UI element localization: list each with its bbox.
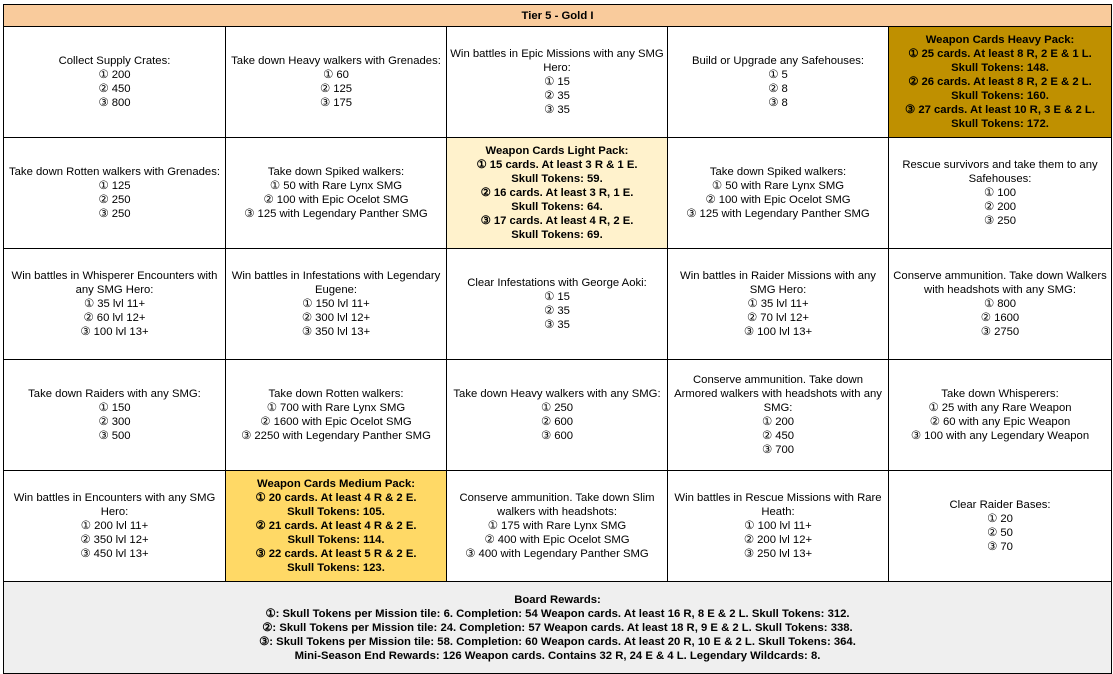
weapon-pack-medium-tile: Weapon Cards Medium Pack: ① 20 cards. At least 4 R & 2 E. Skull Tokens: 105. ② 21 cards. At least 4 R & 2 E. Skull Tokens: 114. ③ 22 cards. At least 5 R & 2 E. Skull Tokens: 123. <box>226 471 447 582</box>
mission-tile: Win battles in Whisperer Encounters with any SMG Hero: ① 35 lvl 11+ ② 60 lvl 12+ ③ 100 lvl 13+ <box>4 249 226 360</box>
mission-tile: Clear Raider Bases: ① 20 ② 50 ③ 70 <box>889 471 1112 582</box>
mission-tile: Win battles in Epic Missions with any SMG Hero: ① 15 ② 35 ③ 35 <box>447 27 668 138</box>
weapon-pack-heavy-tile: Weapon Cards Heavy Pack: ① 25 cards. At least 8 R, 2 E & 1 L. Skull Tokens: 148. ② 26 cards. At least 8 R, 2 E & 2 L. Skull Tokens: 160. ③ 27 cards. At least 10 R, 3 E & 2 L. Skull Tokens: 172. <box>889 27 1112 138</box>
board-row <box>4 471 1112 582</box>
mission-tile: Take down Whisperers: ① 25 with any Rare Weapon ② 60 with any Epic Weapon ③ 100 with any Legendary Weapon <box>889 360 1112 471</box>
mission-tile: Take down Raiders with any SMG: ① 150 ② 300 ③ 500 <box>4 360 226 471</box>
tier-board <box>3 4 1112 674</box>
mission-tile: Take down Spiked walkers: ① 50 with Rare Lynx SMG ② 100 with Epic Ocelot SMG ③ 125 with Legendary Panther SMG <box>226 138 447 249</box>
mission-tile: Clear Infestations with George Aoki: ① 15 ② 35 ③ 35 <box>447 249 668 360</box>
board-row <box>4 360 1112 471</box>
mission-tile: Take down Rotten walkers: ① 700 with Rare Lynx SMG ② 1600 with Epic Ocelot SMG ③ 2250 with Legendary Panther SMG <box>226 360 447 471</box>
board-row <box>4 138 1112 249</box>
mission-tile: Win battles in Raider Missions with any SMG Hero: ① 35 lvl 11+ ② 70 lvl 12+ ③ 100 lvl 13+ <box>668 249 889 360</box>
mission-tile: Take down Heavy walkers with Grenades: ① 60 ② 125 ③ 175 <box>226 27 447 138</box>
mission-tile: Collect Supply Crates: ① 200 ② 450 ③ 800 <box>4 27 226 138</box>
weapon-pack-light-tile: Weapon Cards Light Pack: ① 15 cards. At least 3 R & 1 E. Skull Tokens: 59. ② 16 cards. At least 3 R, 1 E. Skull Tokens: 64. ③ 17 cards. At least 4 R, 2 E. Skull Tokens: 69. <box>447 138 668 249</box>
mission-tile: Conserve ammunition. Take down Walkers with headshots with any SMG: ① 800 ② 1600 ③ 2750 <box>889 249 1112 360</box>
tier-title: Tier 5 - Gold I <box>4 5 1112 27</box>
mission-tile: Win battles in Infestations with Legendary Eugene: ① 150 lvl 11+ ② 300 lvl 12+ ③ 350 lvl 13+ <box>226 249 447 360</box>
mission-tile: Build or Upgrade any Safehouses: ① 5 ② 8 ③ 8 <box>668 27 889 138</box>
board-row <box>4 27 1112 138</box>
mission-tile: Rescue survivors and take them to any Safehouses: ① 100 ② 200 ③ 250 <box>889 138 1112 249</box>
mission-tile: Win battles in Encounters with any SMG Hero: ① 200 lvl 11+ ② 350 lvl 12+ ③ 450 lvl 13+ <box>4 471 226 582</box>
mission-tile: Conserve ammunition. Take down Armored walkers with headshots with any SMG: ① 200 ② 450 ③ 700 <box>668 360 889 471</box>
mission-tile: Win battles in Rescue Missions with Rare Heath: ① 100 lvl 11+ ② 200 lvl 12+ ③ 250 lvl 13+ <box>668 471 889 582</box>
mission-tile: Conserve ammunition. Take down Slim walkers with headshots: ① 175 with Rare Lynx SMG ② 400 with Epic Ocelot SMG ③ 400 with Legendary Panther SMG <box>447 471 668 582</box>
mission-tile: Take down Rotten walkers with Grenades: ① 125 ② 250 ③ 250 <box>4 138 226 249</box>
board-rewards: Board Rewards: ①: Skull Tokens per Mission tile: 6. Completion: 54 Weapon cards. At least 16 R, 8 E & 2 L. Skull Tokens: 312. ②: Skull Tokens per Mission tile: 24. Completion: 57 Weapon cards. At least 18 R, 9 E & 2 L. Skull Tokens: 338. ③: Skull Tokens per Mission tile: 58. Completion: 60 Weapon cards. At least 20 R, 10 E & 2 L. Skull Tokens: 364. Mini-Season End Rewards: 126 Weapon cards. Contains 32 R, 24 E & 4 L. Legendary Wildcards: 8. <box>4 582 1112 674</box>
board-row <box>4 249 1112 360</box>
mission-tile: Take down Spiked walkers: ① 50 with Rare Lynx SMG ② 100 with Epic Ocelot SMG ③ 125 with Legendary Panther SMG <box>668 138 889 249</box>
mission-tile: Take down Heavy walkers with any SMG: ① 250 ② 600 ③ 600 <box>447 360 668 471</box>
